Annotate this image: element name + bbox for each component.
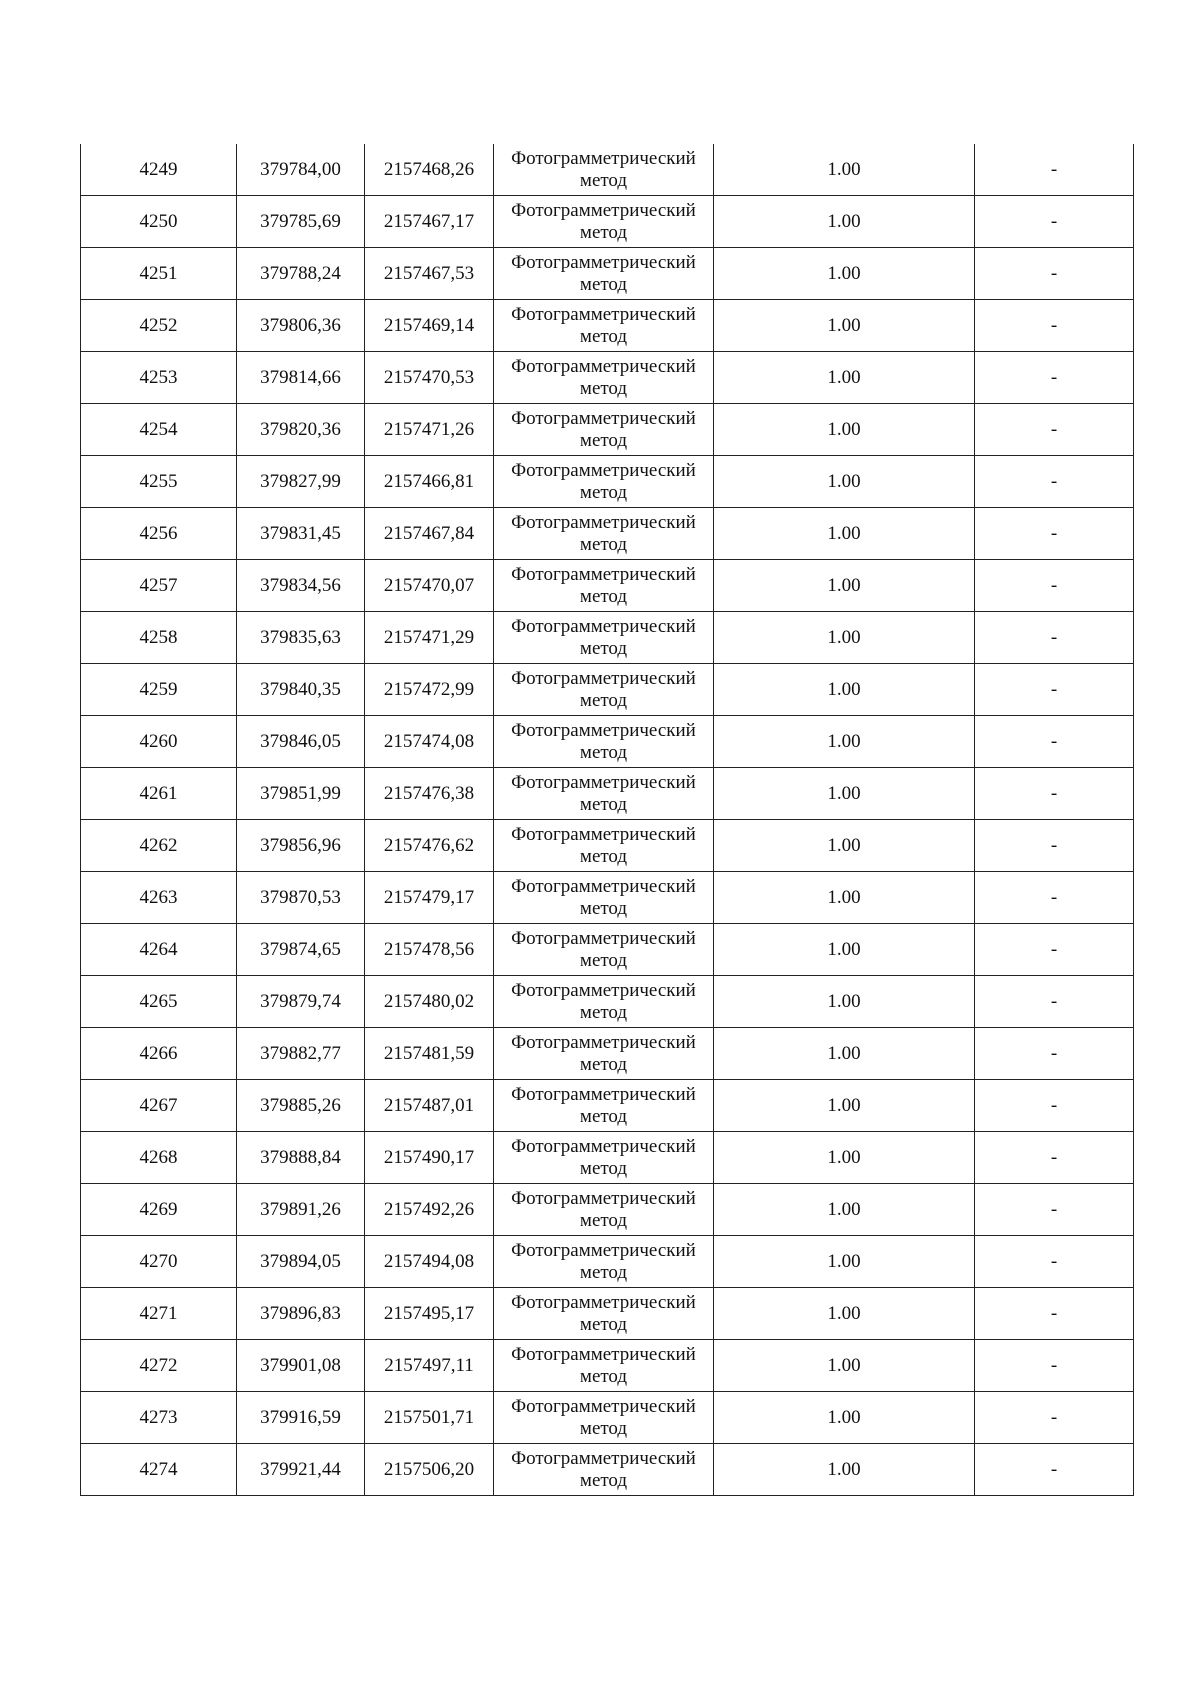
method-text-line: Фотограмметрический bbox=[511, 615, 696, 637]
method-text-line: метод bbox=[579, 845, 628, 867]
table-row bbox=[81, 1236, 1134, 1288]
method-text-line: метод bbox=[579, 481, 628, 503]
method-text-line: Фотограмметрический bbox=[511, 719, 696, 741]
accuracy-cell: 1.00 bbox=[714, 1184, 975, 1236]
method-cell bbox=[494, 820, 714, 872]
accuracy-cell: 1.00 bbox=[714, 248, 975, 300]
method-text-line: Фотограмметрический bbox=[511, 1187, 696, 1209]
coordinate-x-cell: 379814,66 bbox=[237, 352, 365, 404]
table-row bbox=[81, 144, 1134, 196]
coordinate-x-cell: 379885,26 bbox=[237, 1080, 365, 1132]
note-cell: - bbox=[975, 1392, 1134, 1444]
note-cell: - bbox=[975, 924, 1134, 976]
note-cell: - bbox=[975, 144, 1134, 196]
coordinate-y-cell: 2157478,56 bbox=[365, 924, 494, 976]
method-text-line: метод bbox=[579, 689, 628, 711]
point-number-cell: 4263 bbox=[81, 872, 237, 924]
method-cell bbox=[494, 1444, 714, 1496]
method-text-line: метод bbox=[579, 429, 628, 451]
method-text-line: метод bbox=[579, 273, 628, 295]
method-cell bbox=[494, 508, 714, 560]
table-row bbox=[81, 768, 1134, 820]
method-text-line: Фотограмметрический bbox=[511, 1291, 696, 1313]
method-text-line: метод bbox=[579, 741, 628, 763]
method-text-line: Фотограмметрический bbox=[511, 1031, 696, 1053]
method-text-line: Фотограмметрический bbox=[511, 927, 696, 949]
method-cell bbox=[494, 300, 714, 352]
method-text-line: метод bbox=[579, 949, 628, 971]
coordinate-y-cell: 2157474,08 bbox=[365, 716, 494, 768]
point-number-cell: 4256 bbox=[81, 508, 237, 560]
table-row bbox=[81, 1288, 1134, 1340]
method-text-line: метод bbox=[579, 533, 628, 555]
coordinate-y-cell: 2157467,53 bbox=[365, 248, 494, 300]
method-text-line: Фотограмметрический bbox=[511, 563, 696, 585]
method-cell bbox=[494, 1288, 714, 1340]
coordinate-x-cell: 379827,99 bbox=[237, 456, 365, 508]
accuracy-cell: 1.00 bbox=[714, 1028, 975, 1080]
coordinate-x-cell: 379891,26 bbox=[237, 1184, 365, 1236]
coordinate-y-cell: 2157495,17 bbox=[365, 1288, 494, 1340]
method-cell bbox=[494, 1340, 714, 1392]
table-row bbox=[81, 300, 1134, 352]
accuracy-cell: 1.00 bbox=[714, 612, 975, 664]
accuracy-cell: 1.00 bbox=[714, 560, 975, 612]
note-cell: - bbox=[975, 300, 1134, 352]
point-number-cell: 4252 bbox=[81, 300, 237, 352]
note-cell: - bbox=[975, 1028, 1134, 1080]
method-text-line: метод bbox=[579, 585, 628, 607]
note-cell: - bbox=[975, 508, 1134, 560]
note-cell: - bbox=[975, 560, 1134, 612]
method-text-line: Фотограмметрический bbox=[511, 771, 696, 793]
coordinate-y-cell: 2157481,59 bbox=[365, 1028, 494, 1080]
note-cell: - bbox=[975, 1288, 1134, 1340]
table-row bbox=[81, 1392, 1134, 1444]
point-number-cell: 4259 bbox=[81, 664, 237, 716]
coordinate-x-cell: 379788,24 bbox=[237, 248, 365, 300]
method-cell bbox=[494, 664, 714, 716]
method-cell bbox=[494, 196, 714, 248]
accuracy-cell: 1.00 bbox=[714, 924, 975, 976]
method-text-line: метод bbox=[579, 325, 628, 347]
accuracy-cell: 1.00 bbox=[714, 1340, 975, 1392]
method-text-line: Фотограмметрический bbox=[511, 303, 696, 325]
coordinate-x-cell: 379820,36 bbox=[237, 404, 365, 456]
accuracy-cell: 1.00 bbox=[714, 716, 975, 768]
accuracy-cell: 1.00 bbox=[714, 352, 975, 404]
point-number-cell: 4255 bbox=[81, 456, 237, 508]
accuracy-cell: 1.00 bbox=[714, 1132, 975, 1184]
coordinate-y-cell: 2157476,38 bbox=[365, 768, 494, 820]
accuracy-cell: 1.00 bbox=[714, 820, 975, 872]
point-number-cell: 4265 bbox=[81, 976, 237, 1028]
accuracy-cell: 1.00 bbox=[714, 508, 975, 560]
method-cell bbox=[494, 1080, 714, 1132]
note-cell: - bbox=[975, 664, 1134, 716]
point-number-cell: 4253 bbox=[81, 352, 237, 404]
note-cell: - bbox=[975, 196, 1134, 248]
coordinate-x-cell: 379870,53 bbox=[237, 872, 365, 924]
method-text-line: Фотограмметрический bbox=[511, 1135, 696, 1157]
coordinate-x-cell: 379888,84 bbox=[237, 1132, 365, 1184]
method-cell bbox=[494, 872, 714, 924]
method-cell bbox=[494, 768, 714, 820]
table-row bbox=[81, 1080, 1134, 1132]
method-cell bbox=[494, 612, 714, 664]
accuracy-cell: 1.00 bbox=[714, 1392, 975, 1444]
note-cell: - bbox=[975, 352, 1134, 404]
method-cell bbox=[494, 1184, 714, 1236]
method-cell bbox=[494, 1236, 714, 1288]
coordinate-y-cell: 2157479,17 bbox=[365, 872, 494, 924]
point-number-cell: 4270 bbox=[81, 1236, 237, 1288]
method-text-line: метод bbox=[579, 1157, 628, 1179]
method-text-line: Фотограмметрический bbox=[511, 823, 696, 845]
method-text-line: Фотограмметрический bbox=[511, 511, 696, 533]
method-text-line: метод bbox=[579, 1053, 628, 1075]
method-text-line: Фотограмметрический bbox=[511, 1343, 696, 1365]
coordinate-x-cell: 379846,05 bbox=[237, 716, 365, 768]
coordinates-table-body bbox=[81, 144, 1134, 1496]
table-row bbox=[81, 196, 1134, 248]
method-cell bbox=[494, 716, 714, 768]
point-number-cell: 4251 bbox=[81, 248, 237, 300]
method-text-line: метод bbox=[579, 221, 628, 243]
coordinate-x-cell: 379894,05 bbox=[237, 1236, 365, 1288]
method-text-line: Фотограмметрический bbox=[511, 199, 696, 221]
note-cell: - bbox=[975, 1236, 1134, 1288]
table-row bbox=[81, 560, 1134, 612]
table-row bbox=[81, 508, 1134, 560]
method-text-line: метод bbox=[579, 1001, 628, 1023]
table-row bbox=[81, 248, 1134, 300]
coordinate-y-cell: 2157492,26 bbox=[365, 1184, 494, 1236]
table-row bbox=[81, 872, 1134, 924]
method-text-line: метод bbox=[579, 897, 628, 919]
coordinate-x-cell: 379921,44 bbox=[237, 1444, 365, 1496]
note-cell: - bbox=[975, 1132, 1134, 1184]
coordinate-y-cell: 2157467,17 bbox=[365, 196, 494, 248]
coordinate-y-cell: 2157469,14 bbox=[365, 300, 494, 352]
note-cell: - bbox=[975, 768, 1134, 820]
point-number-cell: 4260 bbox=[81, 716, 237, 768]
note-cell: - bbox=[975, 820, 1134, 872]
method-text-line: Фотограмметрический bbox=[511, 1447, 696, 1469]
note-cell: - bbox=[975, 976, 1134, 1028]
table-row bbox=[81, 1340, 1134, 1392]
table-row bbox=[81, 1184, 1134, 1236]
coordinate-y-cell: 2157490,17 bbox=[365, 1132, 494, 1184]
method-text-line: Фотограмметрический bbox=[511, 1395, 696, 1417]
point-number-cell: 4261 bbox=[81, 768, 237, 820]
method-cell bbox=[494, 248, 714, 300]
accuracy-cell: 1.00 bbox=[714, 664, 975, 716]
method-text-line: метод bbox=[579, 1365, 628, 1387]
coordinate-y-cell: 2157470,07 bbox=[365, 560, 494, 612]
method-text-line: метод bbox=[579, 1209, 628, 1231]
point-number-cell: 4273 bbox=[81, 1392, 237, 1444]
accuracy-cell: 1.00 bbox=[714, 976, 975, 1028]
note-cell: - bbox=[975, 1340, 1134, 1392]
method-text-line: метод bbox=[579, 1417, 628, 1439]
method-text-line: Фотограмметрический bbox=[511, 875, 696, 897]
coordinate-x-cell: 379879,74 bbox=[237, 976, 365, 1028]
method-text-line: метод bbox=[579, 1313, 628, 1335]
method-text-line: Фотограмметрический bbox=[511, 1083, 696, 1105]
coordinate-y-cell: 2157501,71 bbox=[365, 1392, 494, 1444]
accuracy-cell: 1.00 bbox=[714, 456, 975, 508]
method-cell bbox=[494, 924, 714, 976]
coordinate-y-cell: 2157476,62 bbox=[365, 820, 494, 872]
table-row bbox=[81, 352, 1134, 404]
note-cell: - bbox=[975, 872, 1134, 924]
coordinate-x-cell: 379916,59 bbox=[237, 1392, 365, 1444]
coordinate-y-cell: 2157506,20 bbox=[365, 1444, 494, 1496]
coordinate-x-cell: 379874,65 bbox=[237, 924, 365, 976]
coordinate-y-cell: 2157480,02 bbox=[365, 976, 494, 1028]
table-row bbox=[81, 1028, 1134, 1080]
coordinate-y-cell: 2157467,84 bbox=[365, 508, 494, 560]
point-number-cell: 4249 bbox=[81, 144, 237, 196]
note-cell: - bbox=[975, 404, 1134, 456]
method-cell bbox=[494, 456, 714, 508]
note-cell: - bbox=[975, 1184, 1134, 1236]
method-text-line: метод bbox=[579, 1469, 628, 1491]
method-text-line: метод bbox=[579, 377, 628, 399]
note-cell: - bbox=[975, 612, 1134, 664]
note-cell: - bbox=[975, 716, 1134, 768]
method-text-line: Фотограмметрический bbox=[511, 407, 696, 429]
table-row bbox=[81, 612, 1134, 664]
accuracy-cell: 1.00 bbox=[714, 1288, 975, 1340]
coordinate-y-cell: 2157471,26 bbox=[365, 404, 494, 456]
point-number-cell: 4264 bbox=[81, 924, 237, 976]
table-row bbox=[81, 924, 1134, 976]
coordinate-x-cell: 379896,83 bbox=[237, 1288, 365, 1340]
method-cell bbox=[494, 1392, 714, 1444]
point-number-cell: 4274 bbox=[81, 1444, 237, 1496]
table-row bbox=[81, 716, 1134, 768]
note-cell: - bbox=[975, 248, 1134, 300]
method-text-line: Фотограмметрический bbox=[511, 667, 696, 689]
accuracy-cell: 1.00 bbox=[714, 768, 975, 820]
table-row bbox=[81, 1444, 1134, 1496]
method-text-line: Фотограмметрический bbox=[511, 251, 696, 273]
coordinate-y-cell: 2157470,53 bbox=[365, 352, 494, 404]
table-row bbox=[81, 976, 1134, 1028]
table-row bbox=[81, 1132, 1134, 1184]
coordinate-x-cell: 379785,69 bbox=[237, 196, 365, 248]
coordinate-x-cell: 379806,36 bbox=[237, 300, 365, 352]
coordinate-x-cell: 379851,99 bbox=[237, 768, 365, 820]
point-number-cell: 4250 bbox=[81, 196, 237, 248]
note-cell: - bbox=[975, 1444, 1134, 1496]
accuracy-cell: 1.00 bbox=[714, 1444, 975, 1496]
table-row bbox=[81, 404, 1134, 456]
point-number-cell: 4257 bbox=[81, 560, 237, 612]
method-text-line: Фотограмметрический bbox=[511, 147, 696, 169]
coordinate-y-cell: 2157497,11 bbox=[365, 1340, 494, 1392]
method-text-line: Фотограмметрический bbox=[511, 459, 696, 481]
table-row bbox=[81, 456, 1134, 508]
method-cell bbox=[494, 976, 714, 1028]
table-row bbox=[81, 664, 1134, 716]
coordinate-y-cell: 2157468,26 bbox=[365, 144, 494, 196]
accuracy-cell: 1.00 bbox=[714, 1236, 975, 1288]
coordinate-x-cell: 379901,08 bbox=[237, 1340, 365, 1392]
accuracy-cell: 1.00 bbox=[714, 404, 975, 456]
coordinate-y-cell: 2157466,81 bbox=[365, 456, 494, 508]
accuracy-cell: 1.00 bbox=[714, 1080, 975, 1132]
point-number-cell: 4258 bbox=[81, 612, 237, 664]
coordinate-x-cell: 379784,00 bbox=[237, 144, 365, 196]
coordinate-x-cell: 379856,96 bbox=[237, 820, 365, 872]
point-number-cell: 4267 bbox=[81, 1080, 237, 1132]
coordinate-x-cell: 379882,77 bbox=[237, 1028, 365, 1080]
method-cell bbox=[494, 404, 714, 456]
point-number-cell: 4254 bbox=[81, 404, 237, 456]
method-text-line: Фотограмметрический bbox=[511, 355, 696, 377]
accuracy-cell: 1.00 bbox=[714, 196, 975, 248]
coordinate-y-cell: 2157494,08 bbox=[365, 1236, 494, 1288]
point-number-cell: 4266 bbox=[81, 1028, 237, 1080]
method-text-line: метод bbox=[579, 1261, 628, 1283]
coordinate-x-cell: 379834,56 bbox=[237, 560, 365, 612]
method-text-line: метод bbox=[579, 1105, 628, 1127]
accuracy-cell: 1.00 bbox=[714, 300, 975, 352]
coordinate-x-cell: 379831,45 bbox=[237, 508, 365, 560]
accuracy-cell: 1.00 bbox=[714, 144, 975, 196]
method-text-line: Фотограмметрический bbox=[511, 979, 696, 1001]
accuracy-cell: 1.00 bbox=[714, 872, 975, 924]
coordinate-y-cell: 2157472,99 bbox=[365, 664, 494, 716]
coordinate-x-cell: 379840,35 bbox=[237, 664, 365, 716]
point-number-cell: 4272 bbox=[81, 1340, 237, 1392]
point-number-cell: 4262 bbox=[81, 820, 237, 872]
method-cell bbox=[494, 560, 714, 612]
coordinate-y-cell: 2157471,29 bbox=[365, 612, 494, 664]
method-text-line: метод bbox=[579, 637, 628, 659]
point-number-cell: 4271 bbox=[81, 1288, 237, 1340]
method-text-line: метод bbox=[579, 793, 628, 815]
method-cell bbox=[494, 1028, 714, 1080]
note-cell: - bbox=[975, 456, 1134, 508]
coordinate-y-cell: 2157487,01 bbox=[365, 1080, 494, 1132]
coordinates-table bbox=[80, 144, 1134, 1496]
point-number-cell: 4268 bbox=[81, 1132, 237, 1184]
method-cell bbox=[494, 1132, 714, 1184]
note-cell: - bbox=[975, 1080, 1134, 1132]
method-text-line: метод bbox=[579, 169, 628, 191]
table-row bbox=[81, 820, 1134, 872]
point-number-cell: 4269 bbox=[81, 1184, 237, 1236]
coordinate-x-cell: 379835,63 bbox=[237, 612, 365, 664]
method-cell bbox=[494, 352, 714, 404]
method-cell bbox=[494, 144, 714, 196]
method-text-line: Фотограмметрический bbox=[511, 1239, 696, 1261]
